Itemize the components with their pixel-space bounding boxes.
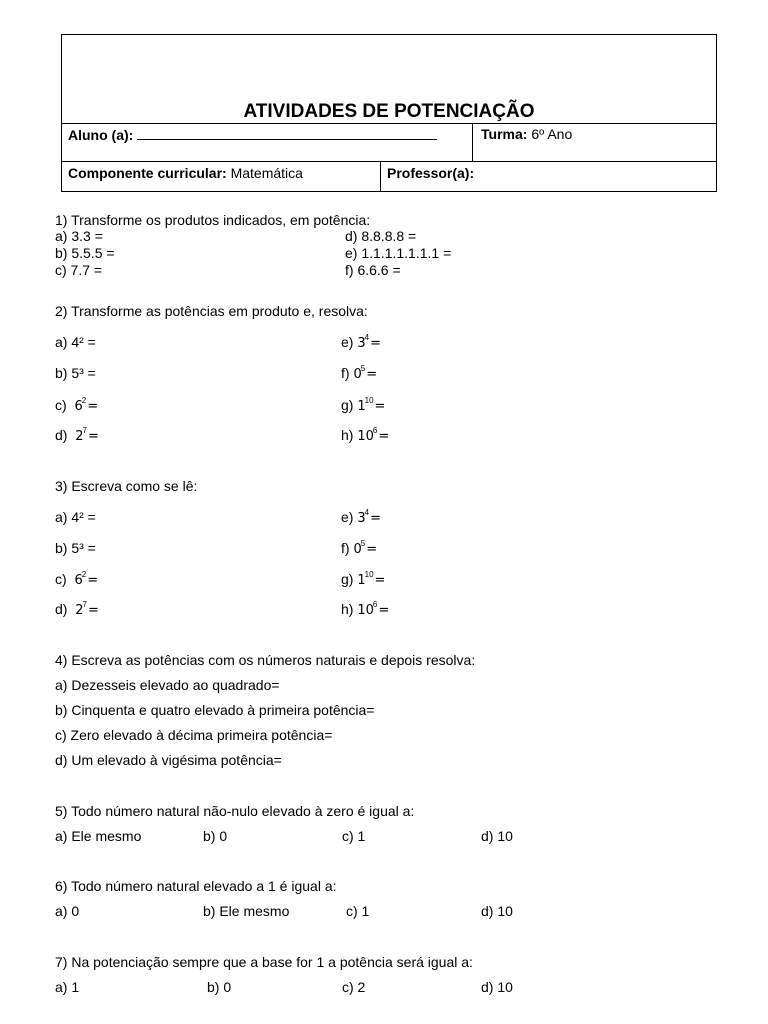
q5-option: d) 10 — [481, 828, 513, 844]
header-divider — [62, 161, 716, 162]
q3-item-a: a) 4² = — [55, 509, 96, 525]
aluno-label: Aluno (a): — [68, 127, 134, 143]
q2-item-h: h) $10^6=$ — [341, 426, 390, 444]
q3-item-b: b) 5³ = — [55, 540, 96, 556]
componente-label: Componente curricular: — [68, 165, 227, 181]
header-divider — [472, 123, 473, 161]
q4-item: c) Zero elevado à décima primeira potência= — [55, 727, 333, 743]
q1-item: e) 1.1.1.1.1.1.1 = — [345, 245, 452, 261]
q3-prompt: 3) Escreva como se lê: — [55, 478, 198, 494]
componente-value: Matemática — [230, 165, 303, 181]
q2-prompt: 2) Transforme as potências em produto e, resolva: — [55, 303, 368, 319]
q2-item-a: a) 4² = — [55, 334, 96, 350]
q3-item-c: c) $6^2=$ — [55, 570, 99, 588]
q6-option: d) 10 — [481, 903, 513, 919]
q1-item: d) 8.8.8.8 = — [345, 228, 417, 244]
header-divider — [62, 123, 716, 124]
q3-item-g: g) $1^{10}=$ — [341, 570, 386, 588]
q1-item: f) 6.6.6 = — [345, 262, 401, 278]
q4-item: b) Cinquenta e quatro elevado à primeira potência= — [55, 702, 375, 718]
q6-option: a) 0 — [55, 903, 80, 919]
q2-item-e: e) $3^4=$ — [341, 333, 381, 351]
q3-item-e: e) $3^4=$ — [341, 508, 381, 526]
q5-prompt: 5) Todo número natural não-nulo elevado à zero é igual a: — [55, 803, 415, 819]
q1-item: a) 3.3 = — [55, 228, 103, 244]
q5-option: a) Ele mesmo — [55, 828, 142, 844]
componente-field — [68, 165, 303, 181]
q1-prompt: 1) Transforme os produtos indicados, em potência: — [55, 212, 371, 228]
q2-item-f: f) $0^5=$ — [341, 364, 378, 382]
professor-field[interactable] — [387, 165, 474, 181]
q7-option: a) 1 — [55, 979, 80, 995]
professor-label: Professor(a): — [387, 165, 475, 181]
q4-item: d) Um elevado à vigésima potência= — [55, 752, 282, 768]
aluno-line[interactable] — [137, 126, 437, 140]
q2-item-d: d) $2^7=$ — [55, 426, 99, 444]
q7-prompt: 7) Na potenciação sempre que a base for 1 a potência será igual a: — [55, 954, 473, 970]
q1-item: c) 7.7 = — [55, 262, 103, 278]
q6-option: c) 1 — [346, 903, 370, 919]
header-table — [61, 34, 717, 192]
q2-item-c: c) $6^2=$ — [55, 396, 99, 414]
q2-item-g: g) $1^{10}=$ — [341, 396, 386, 414]
q7-option: b) 0 — [207, 979, 232, 995]
q3-item-f: f) $0^5=$ — [341, 539, 378, 557]
q3-item-h: h) $10^6=$ — [341, 600, 390, 618]
q3-item-d: d) $2^7=$ — [55, 600, 99, 618]
q2-item-b: b) 5³ = — [55, 365, 96, 381]
turma-label: Turma: — [481, 126, 528, 142]
turma-value: 6º Ano — [531, 126, 573, 142]
q5-option: b) 0 — [203, 828, 228, 844]
q4-prompt: 4) Escreva as potências com os números naturais e depois resolva: — [55, 652, 476, 668]
q5-option: c) 1 — [342, 828, 366, 844]
turma-field — [481, 126, 572, 142]
q6-option: b) Ele mesmo — [203, 903, 290, 919]
aluno-field[interactable] — [68, 126, 437, 143]
q1-item: b) 5.5.5 = — [55, 245, 115, 261]
q7-option: c) 2 — [342, 979, 366, 995]
page-title: ATIVIDADES DE POTENCIAÇÃO — [243, 101, 535, 122]
header-divider — [380, 161, 381, 192]
q6-prompt: 6) Todo número natural elevado a 1 é igual a: — [55, 878, 337, 894]
q4-item: a) Dezesseis elevado ao quadrado= — [55, 677, 280, 693]
q7-option: d) 10 — [481, 979, 513, 995]
